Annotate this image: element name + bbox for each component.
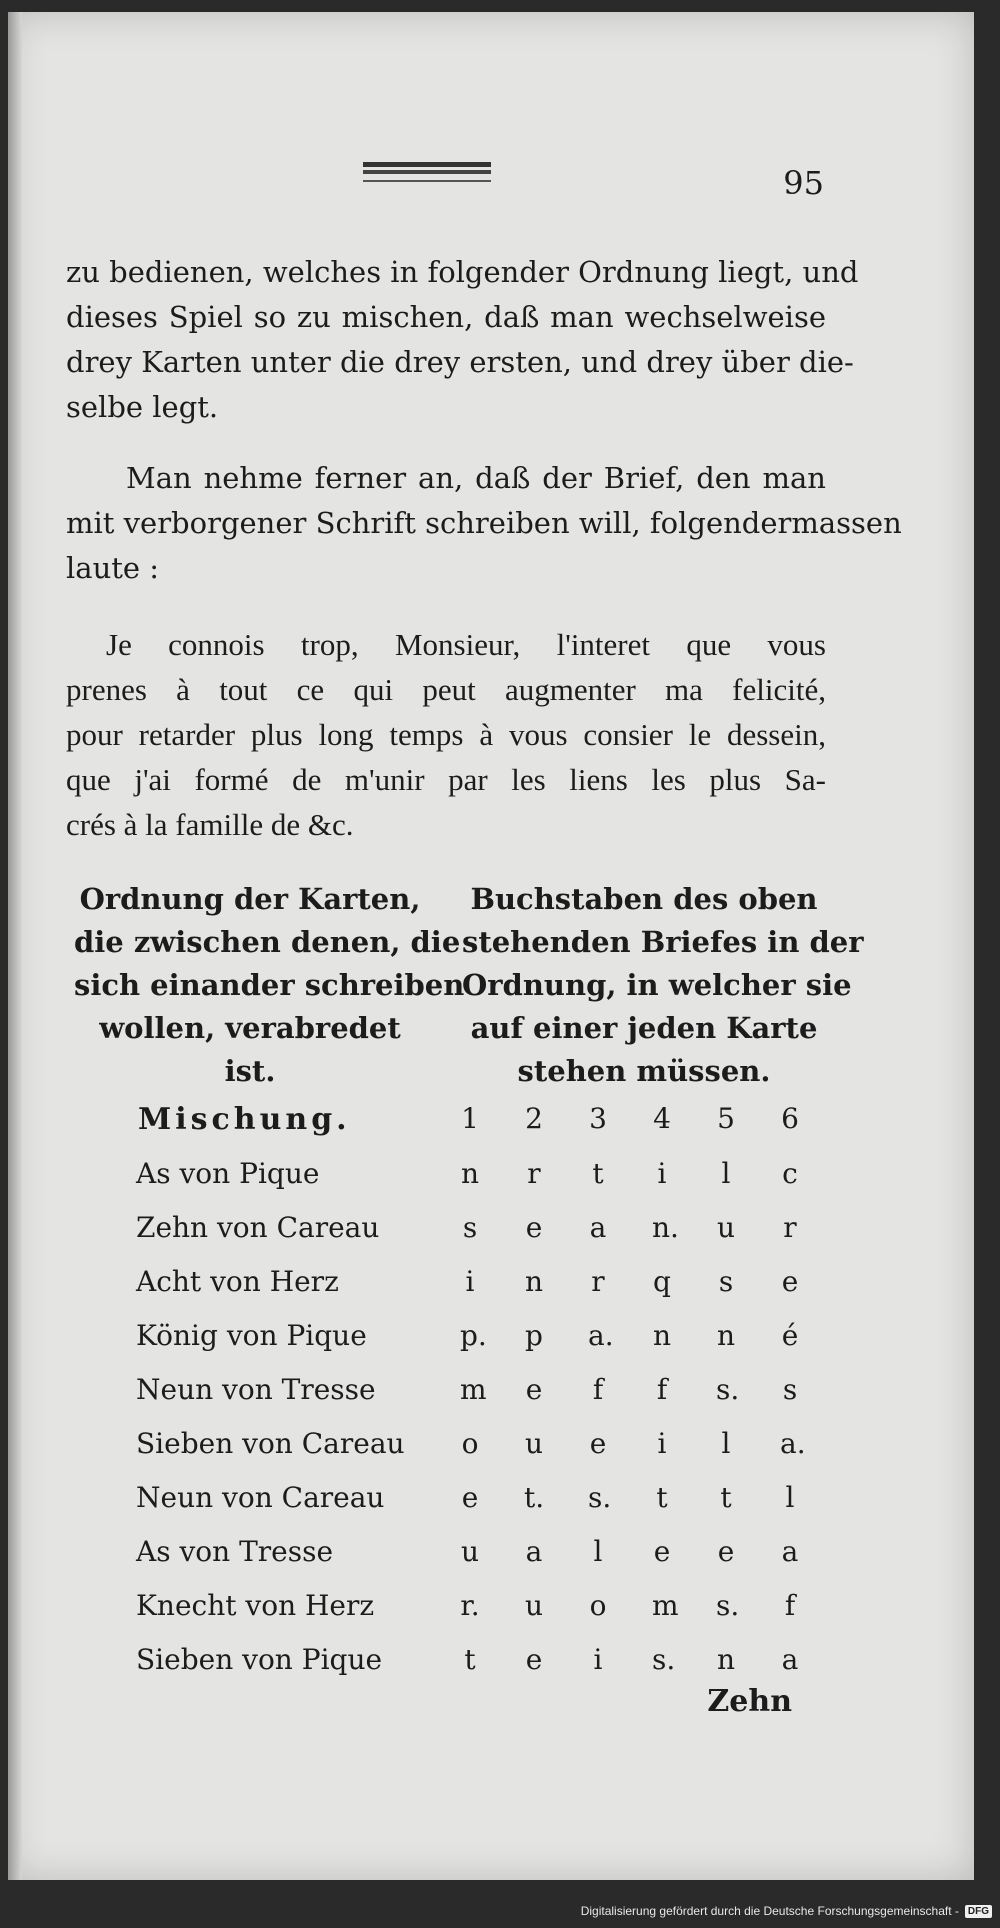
letter-cell: a. — [780, 1427, 806, 1460]
letter-cell: a. — [588, 1319, 614, 1352]
text-line: crés à la famille de &c. — [66, 807, 354, 842]
table-row — [8, 1265, 974, 1319]
letter-cells — [460, 1265, 800, 1298]
letter-cell: f — [592, 1373, 604, 1406]
letter-cell: m — [652, 1589, 679, 1622]
table-row — [8, 1535, 974, 1589]
letter-cell: s. — [588, 1481, 612, 1514]
letter-cell: n — [524, 1265, 544, 1298]
paragraph-1 — [66, 250, 859, 430]
letter-cell: é — [781, 1319, 799, 1352]
letter-cell: r — [591, 1265, 605, 1298]
letter-cell: q — [653, 1265, 671, 1298]
letter-cell: i — [593, 1643, 603, 1676]
column-number: 5 — [717, 1102, 735, 1135]
card-name: Neun von Careau — [136, 1481, 385, 1514]
catchword: Zehn — [707, 1684, 792, 1719]
letter-cell: u — [460, 1535, 480, 1568]
header-line: Ordnung der Karten, — [79, 882, 421, 916]
header-line: Ordnung, in welcher sie — [462, 968, 852, 1002]
table-row — [8, 1373, 974, 1427]
letter-cell: e — [525, 1211, 543, 1244]
text-line: selbe legt. — [66, 390, 219, 424]
letter-cell: i — [465, 1265, 475, 1298]
card-name: Acht von Herz — [136, 1265, 339, 1298]
letter-cells — [460, 1427, 806, 1460]
letter-cell: l — [593, 1535, 603, 1568]
text-line: dieses Spiel so zu mischen, daß man wechselweise — [66, 300, 826, 334]
header-line: auf einer jeden Karte — [470, 1011, 818, 1045]
letter-cell: e — [717, 1535, 735, 1568]
left-column-header — [74, 878, 465, 1093]
letter-cell: s — [782, 1373, 798, 1406]
table-row — [8, 1157, 974, 1211]
letter-cell: a — [781, 1535, 799, 1568]
text-line: Je connois trop, Monsieur, l'interet que vous — [106, 627, 826, 662]
letter-cell: t — [720, 1481, 732, 1514]
letter-cell: c — [782, 1157, 798, 1190]
letter-cells — [460, 1481, 800, 1514]
letter-cell: u — [524, 1589, 544, 1622]
text-line: pour retarder plus long temps à vous consier le dessein, — [66, 717, 826, 752]
letter-cells — [460, 1535, 800, 1568]
letter-cell: m — [460, 1373, 487, 1406]
letter-cell: s — [718, 1265, 734, 1298]
letter-cell: i — [657, 1157, 667, 1190]
text-line: zu bedienen, welches in folgender Ordnung liegt, und — [66, 255, 859, 289]
letter-cell: o — [461, 1427, 479, 1460]
mix-label: Mischung. — [138, 1102, 351, 1137]
letter-cell: n — [652, 1319, 672, 1352]
letter-cell: l — [721, 1157, 731, 1190]
dfg-logo: DFG — [965, 1905, 992, 1918]
letter-cell: a — [589, 1211, 607, 1244]
letter-cell: t. — [524, 1481, 545, 1514]
letter-cells — [460, 1589, 800, 1622]
footer-credit — [581, 1904, 992, 1918]
letter-cell: e — [525, 1643, 543, 1676]
letter-cell: s — [462, 1211, 478, 1244]
letter-cells — [460, 1211, 800, 1244]
text-line: Man nehme ferner an, daß der Brief, den man — [126, 461, 826, 495]
column-number: 4 — [653, 1102, 671, 1135]
letter-cell: t — [592, 1157, 604, 1190]
header-line: stehen müssen. — [517, 1054, 771, 1088]
table-row — [8, 1589, 974, 1643]
letter-cell: p — [525, 1319, 543, 1352]
card-name: Zehn von Careau — [136, 1211, 380, 1244]
footer-text: Digitalisierung gefördert durch die Deutsche Forschungsgemeinschaft - — [580, 1904, 959, 1918]
table-row — [8, 1319, 974, 1373]
text-line: mit verborgener Schrift schreiben will, folgendermassen — [66, 506, 902, 540]
column-number: 2 — [525, 1102, 543, 1135]
letter-cell: n. — [652, 1211, 679, 1244]
letter-cell: t — [464, 1643, 476, 1676]
card-name: Sieben von Careau — [136, 1427, 405, 1460]
letter-cell: r — [783, 1211, 797, 1244]
letter-cell: e — [461, 1481, 479, 1514]
letter-cell: s. — [652, 1643, 676, 1676]
page-number: 95 — [783, 164, 824, 202]
text-line: drey Karten unter die drey ersten, und drey über die- — [66, 345, 854, 379]
letter-cell: u — [716, 1211, 736, 1244]
column-number: 6 — [781, 1102, 799, 1135]
header-line: wollen, verabredet — [99, 1011, 401, 1045]
header-line: die zwischen denen, die — [74, 925, 461, 959]
letter-cell: i — [657, 1427, 667, 1460]
book-page — [8, 12, 974, 1880]
letter-cell: e — [781, 1265, 799, 1298]
letter-cells — [460, 1319, 800, 1352]
letter-cell: e — [525, 1373, 543, 1406]
letter-cell: s. — [716, 1589, 740, 1622]
card-name: König von Pique — [136, 1319, 367, 1352]
letter-cell: t — [656, 1481, 668, 1514]
table-row — [8, 1211, 974, 1265]
letter-cell: f — [784, 1589, 796, 1622]
letter-cell: e — [589, 1427, 607, 1460]
letter-cell: l — [721, 1427, 731, 1460]
letter-cell: a — [525, 1535, 543, 1568]
paragraph-2 — [66, 456, 902, 591]
card-name: Knecht von Herz — [136, 1589, 375, 1622]
letter-cell: n — [716, 1643, 736, 1676]
letter-cell: e — [653, 1535, 671, 1568]
text-line: que j'ai formé de m'unir par les liens les plus Sa- — [66, 762, 826, 797]
table-row — [8, 1643, 974, 1697]
letter-cells — [460, 1643, 800, 1676]
table-row — [8, 1427, 974, 1481]
right-column-header — [462, 878, 864, 1093]
text-line: prenes à tout ce qui peut augmenter ma felicité, — [66, 672, 826, 707]
letter-cell: n — [460, 1157, 480, 1190]
card-name: As von Tresse — [136, 1535, 334, 1568]
letter-cells — [460, 1157, 800, 1190]
letter-cell: p. — [460, 1319, 487, 1352]
column-number: 3 — [589, 1102, 607, 1135]
card-name: Neun von Tresse — [136, 1373, 376, 1406]
paragraph-3-french-letter — [66, 622, 826, 847]
letter-cell: r — [527, 1157, 541, 1190]
card-table — [8, 1157, 974, 1697]
header-line: sich einander schreiben — [74, 968, 465, 1002]
table-row — [8, 1481, 974, 1535]
letter-cell: a — [781, 1643, 799, 1676]
letter-cell: o — [589, 1589, 607, 1622]
letter-cell: u — [524, 1427, 544, 1460]
card-name: Sieben von Pique — [136, 1643, 383, 1676]
letter-cell: s. — [716, 1373, 740, 1406]
letter-cell: l — [785, 1481, 795, 1514]
header-line: ist. — [224, 1054, 276, 1088]
letter-cell: r. — [460, 1589, 480, 1622]
card-name: As von Pique — [136, 1157, 320, 1190]
column-number: 1 — [461, 1102, 479, 1135]
letter-cell: n — [716, 1319, 736, 1352]
header-line: Buchstaben des oben — [470, 882, 818, 916]
header-ornament — [363, 162, 491, 186]
column-numbers — [460, 1102, 800, 1135]
letter-cells — [460, 1373, 800, 1406]
letter-cell: f — [656, 1373, 668, 1406]
header-line: stehenden Briefes in der — [462, 925, 864, 959]
text-line: laute : — [66, 551, 160, 585]
